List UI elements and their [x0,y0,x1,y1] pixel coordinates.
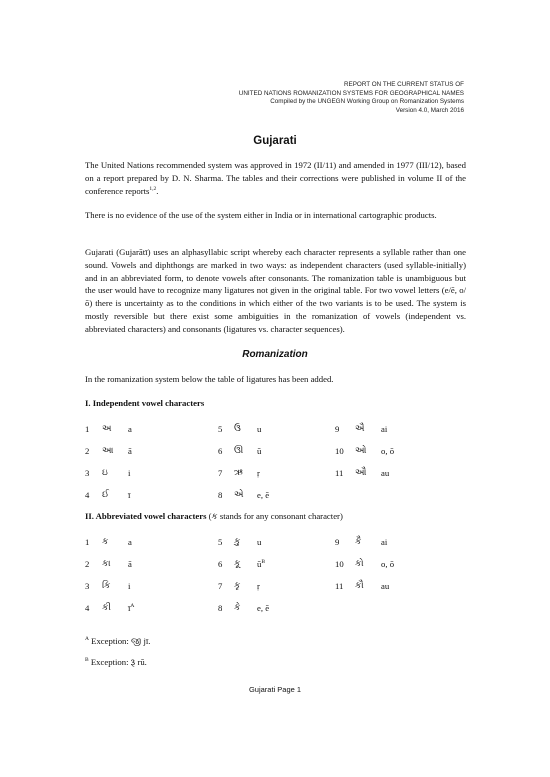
romanization-value [381,446,394,456]
gujarati-character: ઔ [355,468,367,478]
table-row [85,603,466,617]
footnote-mark: A [85,636,89,643]
romanization-value [128,468,130,478]
gujarati-character: કૌ [355,581,364,591]
footnote-ref: B [261,559,266,566]
footnote-mark: B [85,657,89,664]
gujarati-character: કૂ [234,559,241,569]
romanization-text: e, ē [257,490,270,500]
gujarati-character: આ [102,446,114,456]
row-number: 3 [85,581,90,591]
row-number: 8 [218,603,223,613]
romanization-value [128,424,132,434]
paragraph-approval [85,159,466,197]
table-row [85,581,466,595]
row-number: 2 [85,559,90,569]
row-number: 6 [218,559,223,569]
gujarati-character: કો [355,559,364,569]
romanization-text: ī [128,490,131,500]
romanization-value [257,581,260,591]
intro-text: In the romanization system below the table of ligatures has been added. [85,374,334,384]
romanization-text: e, ē [257,603,270,613]
footnote-text: Exception: જી jī. [88,636,151,646]
gujarati-character: કે [234,603,241,613]
row-number: 8 [218,490,223,500]
section-title: I. Independent vowel characters [85,398,205,408]
table-row [85,559,466,573]
romanization-text: ī [128,603,131,613]
romanization-value [257,603,269,613]
romanization-text: ū [257,446,262,456]
romanization-text: ā [128,446,132,456]
section-heading [85,398,204,408]
romanization-text: ai [381,537,388,547]
footnote-text: Exception: રૂ rū. [88,657,147,667]
table-row [85,446,466,460]
romanization-text: au [381,468,390,478]
row-number: 6 [218,446,223,456]
romanization-text: au [381,581,390,591]
romanization-value [128,603,134,613]
row-number: 1 [85,537,90,547]
table-row [85,468,466,482]
page-title: Gujarati [253,135,297,147]
romanization-value [257,559,265,569]
romanization-value [257,490,269,500]
gujarati-character: ઉ [234,424,241,434]
gujarati-character: કૃ [234,581,241,591]
gujarati-character: ઊ [234,446,244,456]
footnote-a [85,636,150,647]
romanization-value [381,559,394,569]
gujarati-character: કિ [102,581,111,591]
gujarati-character: કુ [234,537,241,547]
row-number: 10 [335,446,344,456]
romanization-value [257,537,261,547]
row-number: 4 [85,603,90,613]
paragraph-usage: There is no evidence of the use of the system either in India or in international cartographic products. [85,210,437,220]
paragraph-script: Gujarati (Gujarātī) uses an alphasyllabic script whereby each character represents a syllable rather than one sound. Vowels and diphthongs are marked in two ways: as independent characters (used syllable-initially) and in an abbreviated form, to denote vowels after consonants. The romanization table is unambiguous but the user would have to recognize many ligatures not given in the original table. For two vowel letters (e/ē, o/ō) there is uncertainty as to the conditions in which either of the two variants is to be used. The system is mostly reversible but there exist some ambiguities in the romanization of vowels (independent vs. abbreviated characters) and consonants (ligatures vs. character sequences). [85,247,466,334]
row-number: 4 [85,490,90,500]
gujarati-character: ઋ [234,468,243,478]
gujarati-character: અ [102,424,112,434]
gujarati-character: ઇ [102,468,108,478]
report-header [239,81,464,115]
gujarati-character: ઐ [355,424,365,434]
romanization-value [381,581,389,591]
row-number: 9 [335,424,340,434]
table-row [85,490,466,504]
row-number: 1 [85,424,90,434]
romanization-text: ā [128,559,132,569]
romanization-heading: Romanization [242,349,308,360]
romanization-text: i [128,468,131,478]
row-number: 10 [335,559,344,569]
gujarati-character: કા [102,559,111,569]
paragraph-text: The United Nations recommended system was approved in 1972 (II/11) and amended in 1977 (III/12), based on a report prepared by D. N. Sharma. The tables and their corrections were published in volume II of the conference reports [85,160,466,196]
row-number: 11 [335,468,344,478]
section-title: II. Abbreviated vowel characters [85,511,207,521]
header-line: UNITED NATIONS ROMANIZATION SYSTEMS FOR GEOGRAPHICAL NAMES [238,89,464,97]
section-note: (ક stands for any consonant character) [206,511,343,521]
romanization-value [257,424,261,434]
romanization-text: ai [381,424,388,434]
romanization-text: o, ō [381,446,395,456]
romanization-text: i [128,581,131,591]
paragraph-end: . [156,185,159,196]
gujarati-character: એ [234,490,244,500]
romanization-value [381,424,387,434]
romanization-value [128,559,132,569]
gujarati-character: ક [102,537,109,547]
romanization-value [128,446,132,456]
table-row [85,424,466,438]
romanization-text: u [257,424,262,434]
header-line: Compiled by the UNGEGN Working Group on Romanization Systems [270,98,464,106]
romanization-value [128,490,130,500]
romanization-text: a [128,537,132,547]
gujarati-character: કી [102,603,111,613]
header-line: REPORT ON THE CURRENT STATUS OF [343,81,464,88]
romanization-value [257,468,260,478]
romanization-value [257,446,261,456]
table-row [85,537,466,551]
romanization-value [128,581,130,591]
romanization-value [381,537,387,547]
romanization-text: ṛ [257,581,260,591]
romanization-text: ṛ [257,468,260,478]
romanization-value [128,537,132,547]
romanization-text: ū [257,559,262,569]
header-version: Version 4.0, March 2016 [395,106,464,114]
row-number: 7 [218,581,223,591]
gujarati-character: ઓ [355,446,367,456]
romanization-text: o, ō [381,559,395,569]
page-footer: Gujarati Page 1 [248,685,302,694]
footnote-b [85,657,147,668]
row-number: 2 [85,446,90,456]
footnote-ref: 1,2 [149,185,157,192]
romanization-text: a [128,424,132,434]
row-number: 5 [218,537,223,547]
romanization-text: u [257,537,262,547]
gujarati-character: ઈ [102,490,109,500]
row-number: 11 [335,581,344,591]
gujarati-character: કૈ [355,537,362,547]
row-number: 7 [218,468,223,478]
section-heading [85,511,343,522]
row-number: 9 [335,537,340,547]
row-number: 5 [218,424,223,434]
romanization-value [381,468,389,478]
footnote-ref: A [130,603,135,610]
row-number: 3 [85,468,90,478]
